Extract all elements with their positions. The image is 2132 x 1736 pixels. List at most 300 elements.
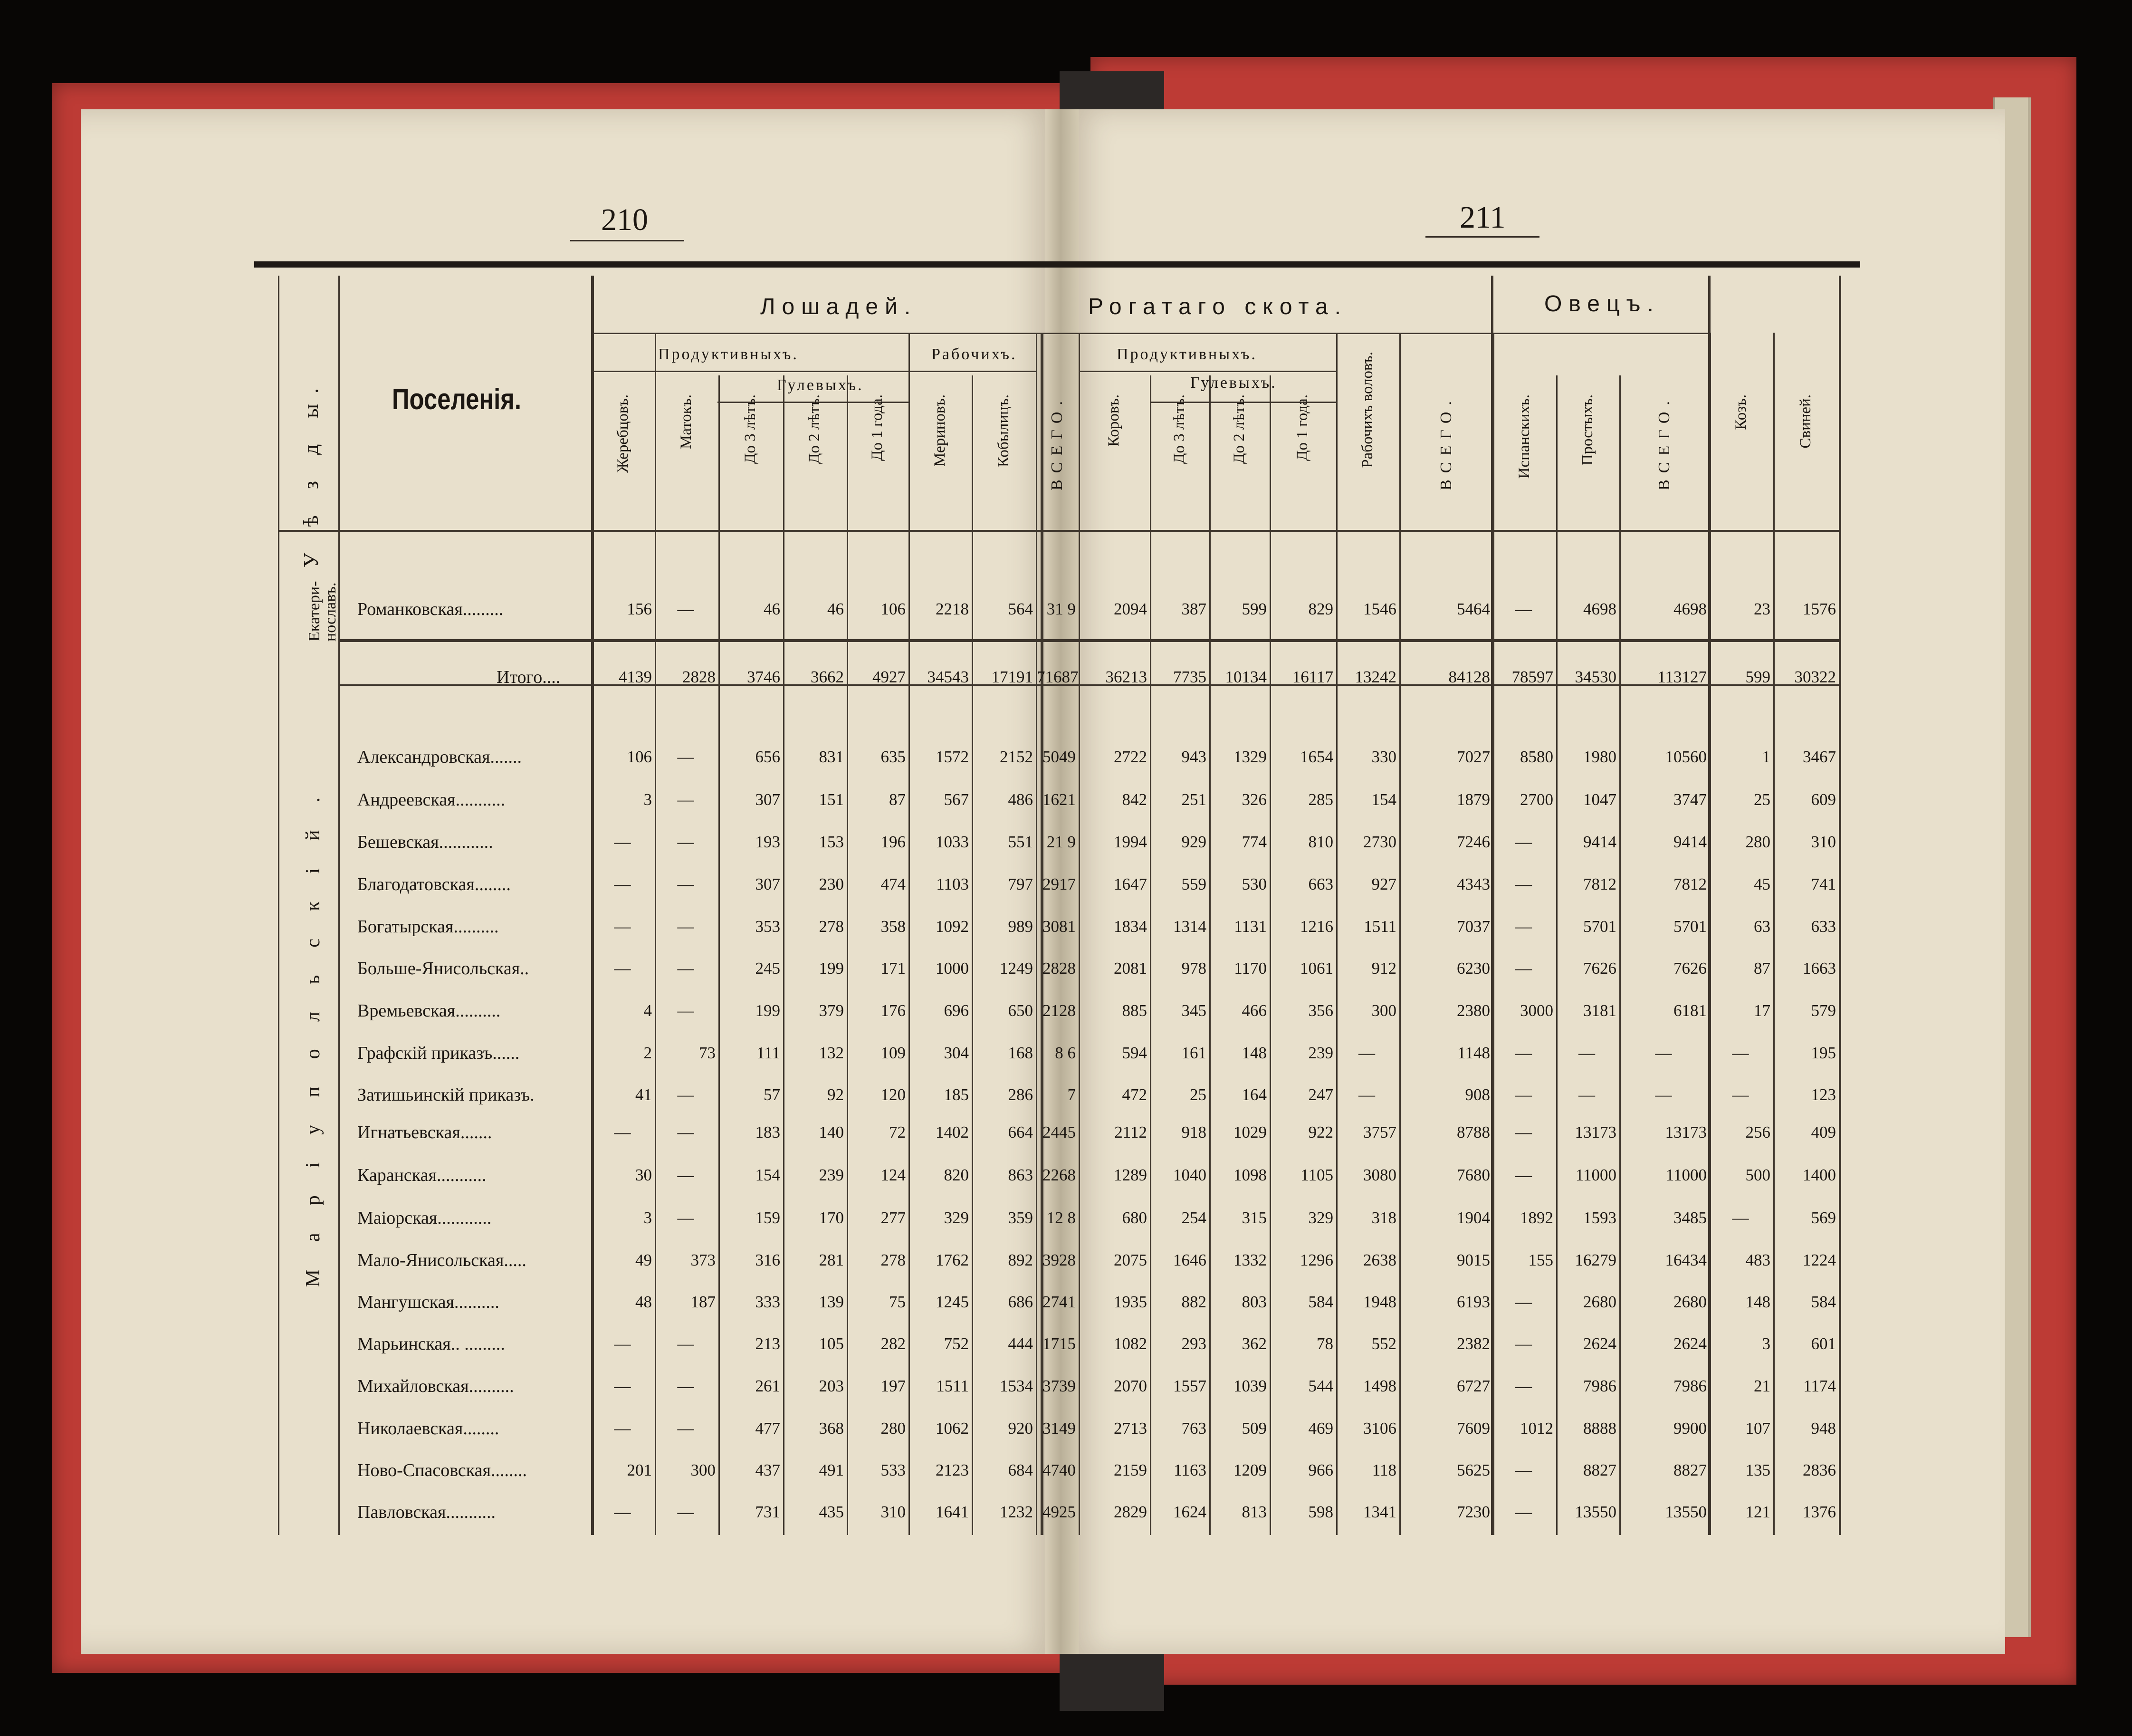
column-rule (278, 276, 279, 1535)
table-cell: 282 (880, 1334, 906, 1353)
table-cell: 120 (880, 1085, 906, 1104)
table-cell: 1000 (936, 959, 969, 978)
table-cell: — (1515, 1293, 1532, 1311)
header-sheep: Овецъ. (1544, 291, 1660, 317)
table-cell: 1546 (1363, 600, 1396, 618)
table-cell: 5625 (1457, 1461, 1490, 1479)
table-cell: 551 (1008, 833, 1033, 851)
table-cell: 7680 (1457, 1166, 1490, 1184)
table-cell: 3928 (1042, 1251, 1076, 1269)
table-cell: — (677, 1334, 694, 1353)
table-cell: 254 (1181, 1208, 1206, 1227)
table-cell: 310 (880, 1503, 906, 1521)
table-cell: 106 (880, 600, 906, 618)
table-cell: — (614, 875, 631, 893)
table-cell: 2081 (1114, 959, 1147, 978)
table-cell: — (677, 1377, 694, 1395)
table-cell: 633 (1811, 917, 1836, 936)
table-cell: 922 (1308, 1123, 1333, 1141)
table-cell: — (677, 1419, 694, 1438)
table-cell: 1834 (1114, 917, 1147, 936)
table-cell: 1715 (1042, 1334, 1076, 1353)
table-cell: 2700 (1520, 790, 1553, 809)
column-header-matok: Матокъ. (678, 394, 695, 449)
table-cell: 567 (944, 790, 969, 809)
column-rule (1270, 375, 1271, 1535)
table-cell: 13173 (1665, 1123, 1707, 1141)
table-cell: 741 (1811, 875, 1836, 893)
table-cell: 3747 (1673, 790, 1707, 809)
table-cell: 7812 (1673, 875, 1707, 893)
table-cell: 1624 (1173, 1503, 1206, 1521)
table-cell: 6727 (1457, 1377, 1490, 1395)
table-cell: 251 (1181, 790, 1206, 809)
table-cell: 170 (819, 1208, 844, 1227)
table-cell: 329 (944, 1208, 969, 1227)
table-cell: 2624 (1583, 1334, 1616, 1353)
table-cell: 1289 (1114, 1166, 1147, 1184)
table-cell: 978 (1181, 959, 1206, 978)
table-cell: 7 (1067, 1085, 1076, 1104)
table-cell: 230 (819, 875, 844, 893)
table-cell: 486 (1008, 790, 1033, 809)
table-cell: 3081 (1042, 917, 1076, 936)
table-cell: 4927 (872, 668, 906, 686)
table-cell: 7626 (1673, 959, 1707, 978)
table-cell: 663 (1308, 875, 1333, 893)
table-cell: 8827 (1673, 1461, 1707, 1479)
table-cell: 1216 (1300, 917, 1333, 936)
table-cell: 2123 (936, 1461, 969, 1479)
settlement-name: Романковская......... (357, 599, 504, 619)
table-cell: 78597 (1511, 668, 1553, 686)
table-cell: 1224 (1803, 1251, 1836, 1269)
table-cell: — (1515, 875, 1532, 893)
table-cell: 1332 (1233, 1251, 1267, 1269)
table-cell: 1105 (1300, 1166, 1333, 1184)
table-cell: 4343 (1457, 875, 1490, 893)
table-cell: 752 (944, 1334, 969, 1353)
table-cell: 1376 (1803, 1503, 1836, 1521)
table-cell: 10560 (1665, 748, 1707, 766)
table-cell: 9414 (1673, 833, 1707, 851)
table-cell: 34530 (1575, 668, 1616, 686)
settlement-name: Михайловская.......... (357, 1376, 514, 1396)
table-cell: 1209 (1233, 1461, 1267, 1479)
table-cell: — (677, 1503, 694, 1521)
column-header-koz: Козъ. (1732, 394, 1750, 430)
table-cell: 281 (819, 1251, 844, 1269)
table-cell: 664 (1008, 1123, 1033, 1141)
table-cell: 466 (1242, 1001, 1267, 1020)
table-cell: 2680 (1583, 1293, 1616, 1311)
table-cell: 183 (755, 1123, 780, 1141)
table-cell: 358 (880, 917, 906, 936)
table-cell: 45 (1754, 875, 1770, 893)
table-cell: 2445 (1042, 1123, 1076, 1141)
column-header-ispanskikh: Испанскихъ. (1515, 394, 1533, 479)
table-cell: 359 (1008, 1208, 1033, 1227)
table-cell: 333 (755, 1293, 780, 1311)
table-cell: 1511 (936, 1377, 969, 1395)
table-cell: 185 (944, 1085, 969, 1104)
table-cell: 280 (1745, 833, 1770, 851)
table-cell: 304 (944, 1044, 969, 1062)
table-cell: 3000 (1520, 1001, 1553, 1020)
row-rule (591, 371, 1037, 372)
table-cell: 1879 (1457, 790, 1490, 809)
table-cell: 193 (755, 833, 780, 851)
table-cell: 87 (889, 790, 906, 809)
table-cell: 831 (819, 748, 844, 766)
table-cell: 1935 (1114, 1293, 1147, 1311)
table-cell: 30322 (1794, 668, 1836, 686)
table-cell: 1040 (1173, 1166, 1206, 1184)
table-cell: 656 (755, 748, 780, 766)
table-cell: 3757 (1363, 1123, 1396, 1141)
table-cell: — (1515, 1334, 1532, 1353)
table-cell: 168 (1008, 1044, 1033, 1062)
table-cell: 25 (1190, 1085, 1206, 1104)
table-cell: 256 (1745, 1123, 1770, 1141)
table-cell: 3 (643, 1208, 652, 1227)
table-cell: 1621 (1042, 790, 1076, 809)
table-cell: 280 (880, 1419, 906, 1438)
table-cell: 318 (1371, 1208, 1396, 1227)
table-cell: 46 (764, 600, 780, 618)
table-cell: 151 (819, 790, 844, 809)
table-cell: 1663 (1803, 959, 1836, 978)
table-cell: 1329 (1233, 748, 1267, 766)
table-cell: 21 9 (1046, 833, 1076, 851)
table-cell: 8788 (1457, 1123, 1490, 1141)
settlement-name: Бешевская............ (357, 832, 493, 852)
settlement-name: Каранская........... (357, 1165, 487, 1185)
table-cell: 3149 (1042, 1419, 1076, 1438)
table-cell: 316 (755, 1251, 780, 1269)
table-cell: 444 (1008, 1334, 1033, 1353)
column-header-h-do2: До 2 лѣтъ. (806, 394, 823, 464)
settlement-name: Мало-Янисольская..... (357, 1250, 526, 1270)
table-cell: 829 (1308, 600, 1333, 618)
table-cell: 46 (827, 600, 844, 618)
table-cell: 584 (1811, 1293, 1836, 1311)
header-horses-working: Рабочихъ. (931, 345, 1017, 363)
column-header-h-do3: До 3 лѣтъ. (742, 394, 759, 464)
table-cell: 329 (1308, 1208, 1333, 1227)
table-cell: 1103 (936, 875, 969, 893)
table-cell: 774 (1242, 833, 1267, 851)
table-cell: 1 (1762, 748, 1770, 766)
table-cell: 195 (1811, 1044, 1836, 1062)
table-cell: — (1578, 1085, 1595, 1104)
table-cell: 78 (1317, 1334, 1333, 1353)
table-cell: 2070 (1114, 1377, 1147, 1395)
table-cell: 379 (819, 1001, 844, 1020)
column-header-korov: Коровъ. (1105, 394, 1122, 447)
table-cell: 8888 (1583, 1419, 1616, 1438)
table-cell: 1296 (1300, 1251, 1333, 1269)
table-cell: 23 (1754, 600, 1770, 618)
table-cell: 121 (1745, 1503, 1770, 1521)
table-cell: 601 (1811, 1334, 1836, 1353)
table-cell: 2638 (1363, 1251, 1396, 1269)
table-cell: 579 (1811, 1001, 1836, 1020)
table-cell: 171 (880, 959, 906, 978)
table-cell: — (1358, 1044, 1375, 1062)
table-cell: 139 (819, 1293, 844, 1311)
table-cell: 73 (699, 1044, 716, 1062)
table-cell: 491 (819, 1461, 844, 1479)
table-cell: — (614, 1419, 631, 1438)
table-cell: 650 (1008, 1001, 1033, 1020)
table-cell: 132 (819, 1044, 844, 1062)
page-number-rule-left (570, 240, 684, 241)
settlement-name: Александровская....... (357, 747, 522, 767)
table-cell: 1039 (1233, 1377, 1267, 1395)
column-rule (1209, 375, 1211, 1535)
table-cell: 153 (819, 833, 844, 851)
table-cell: 2741 (1042, 1293, 1076, 1311)
table-cell: 435 (819, 1503, 844, 1521)
table-cell: — (1515, 1085, 1532, 1104)
table-cell: 686 (1008, 1293, 1033, 1311)
table-cell: 1647 (1114, 875, 1147, 893)
table-cell: 803 (1242, 1293, 1267, 1311)
table-cell: 912 (1371, 959, 1396, 978)
table-cell: 1232 (1000, 1503, 1033, 1521)
table-cell: 7027 (1457, 748, 1490, 766)
table-cell: 75 (889, 1293, 906, 1311)
table-cell: 10134 (1225, 668, 1267, 686)
table-cell: 161 (1181, 1044, 1206, 1062)
table-cell: 9414 (1583, 833, 1616, 851)
row-rule (591, 333, 1491, 334)
table-cell: 36213 (1105, 668, 1147, 686)
table-cell: 277 (880, 1208, 906, 1227)
table-cell: 278 (819, 917, 844, 936)
table-cell: 1092 (936, 917, 969, 936)
table-cell: — (614, 1123, 631, 1141)
table-cell: 1163 (1174, 1461, 1206, 1479)
settlement-name: Больше-Янисольская.. (357, 959, 529, 978)
table-cell: — (1358, 1085, 1375, 1104)
column-rule (338, 276, 340, 1535)
table-cell: — (1515, 959, 1532, 978)
table-cell: — (1732, 1044, 1749, 1062)
table-cell: 1098 (1233, 1166, 1267, 1184)
table-cell: — (614, 1334, 631, 1353)
column-rule (847, 375, 848, 1535)
table-cell: 1249 (1000, 959, 1033, 978)
table-cell: — (1578, 1044, 1595, 1062)
table-cell: 1572 (936, 748, 969, 766)
table-cell: 6193 (1457, 1293, 1490, 1311)
table-cell: 2624 (1673, 1334, 1707, 1353)
table-cell: 5464 (1457, 600, 1490, 618)
table-cell: — (1515, 1377, 1532, 1395)
table-cell: 564 (1008, 600, 1033, 618)
table-cell: 472 (1122, 1085, 1147, 1104)
table-cell: 500 (1745, 1166, 1770, 1184)
column-header-c-do2: До 2 лѣтъ. (1230, 394, 1248, 464)
table-cell: 2159 (1114, 1461, 1147, 1479)
table-cell: 109 (880, 1044, 906, 1062)
table-cell: — (677, 917, 694, 936)
table-cell: — (677, 1085, 694, 1104)
settlement-name: Графскій приказъ...... (357, 1043, 520, 1063)
table-cell: 148 (1242, 1044, 1267, 1062)
table-cell: 7037 (1457, 917, 1490, 936)
column-header-s-vsego: ВСЕГО. (1655, 394, 1673, 490)
column-header-h-vsego: ВСЕГО. (1048, 394, 1066, 490)
table-cell: — (614, 959, 631, 978)
table-cell: 203 (819, 1377, 844, 1395)
table-cell: — (1515, 1166, 1532, 1184)
table-cell: 2152 (1000, 748, 1033, 766)
column-rule (1491, 276, 1493, 1535)
table-cell: 300 (1371, 1001, 1396, 1020)
table-cell: 154 (755, 1166, 780, 1184)
table-cell: 943 (1181, 748, 1206, 766)
settlement-name: Павловская........... (357, 1502, 496, 1522)
district-ekaterinoslav: Екатери-нославъ. (306, 581, 339, 642)
table-cell: 544 (1308, 1377, 1333, 1395)
table-cell: 885 (1122, 1001, 1147, 1020)
table-cell: 373 (690, 1251, 716, 1269)
table-cell: 124 (880, 1166, 906, 1184)
column-header-c-do3: До 3 лѣтъ. (1170, 394, 1188, 464)
table-cell: 1400 (1803, 1166, 1836, 1184)
table-cell: 552 (1371, 1334, 1396, 1353)
table-cell: 307 (755, 875, 780, 893)
table-cell: — (677, 875, 694, 893)
table-cell: 1174 (1803, 1377, 1836, 1395)
table-cell: — (1655, 1085, 1672, 1104)
table-cell: 3467 (1803, 748, 1836, 766)
table-cell: 164 (1242, 1085, 1267, 1104)
row-rule (1080, 371, 1336, 372)
table-cell: 1557 (1173, 1377, 1206, 1395)
table-cell: 7986 (1673, 1377, 1707, 1395)
table-cell: 1511 (1364, 917, 1396, 936)
table-cell: 140 (819, 1123, 844, 1141)
table-cell: — (677, 1001, 694, 1020)
table-cell: 3181 (1583, 1001, 1616, 1020)
table-cell: 4925 (1042, 1503, 1076, 1521)
table-cell: 2713 (1114, 1419, 1147, 1438)
table-cell: 1498 (1363, 1377, 1396, 1395)
table-cell: 599 (1242, 600, 1267, 618)
table-cell: 34543 (927, 668, 969, 686)
table-cell: 8827 (1583, 1461, 1616, 1479)
table-cell: 763 (1181, 1419, 1206, 1438)
table-cell: 310 (1811, 833, 1836, 851)
table-cell: 13173 (1575, 1123, 1616, 1141)
table-cell: 4 (643, 1001, 652, 1020)
table-cell: 2836 (1803, 1461, 1836, 1479)
table-cell: 680 (1122, 1208, 1147, 1227)
table-cell: 2268 (1042, 1166, 1076, 1184)
table-cell: 2075 (1114, 1251, 1147, 1269)
table-cell: 927 (1371, 875, 1396, 893)
table-cell: 148 (1745, 1293, 1770, 1311)
table-cell: 3485 (1673, 1208, 1707, 1227)
table-cell: — (1515, 833, 1532, 851)
settlement-name: Марьинская.. ......... (357, 1334, 505, 1354)
table-cell: 330 (1371, 748, 1396, 766)
district-mariupol: Маріупольскій. (302, 770, 324, 1287)
table-cell: 2828 (682, 668, 716, 686)
column-header-h-do1: До 1 года. (869, 394, 886, 461)
table-cell: 25 (1754, 790, 1770, 809)
table-cell: 92 (827, 1085, 844, 1104)
table-cell: 810 (1308, 833, 1333, 851)
table-cell: 2829 (1114, 1503, 1147, 1521)
total-row-label: Итого.... (497, 667, 561, 687)
table-cell: 7609 (1457, 1419, 1490, 1438)
table-cell: 2730 (1363, 833, 1396, 851)
table-cell: 1047 (1583, 790, 1616, 809)
table-cell: 918 (1181, 1123, 1206, 1141)
table-cell: 11000 (1575, 1166, 1616, 1184)
table-cell: 509 (1242, 1419, 1267, 1438)
table-cell: 842 (1122, 790, 1147, 809)
table-cell: 154 (1371, 790, 1396, 809)
table-cell: 696 (944, 1001, 969, 1020)
table-cell: 483 (1745, 1251, 1770, 1269)
table-cell: 278 (880, 1251, 906, 1269)
settlement-name: Андреевская........... (357, 790, 506, 810)
table-cell: 156 (627, 600, 652, 618)
table-cell: 892 (1008, 1251, 1033, 1269)
table-cell: — (1515, 1123, 1532, 1141)
table-cell: 559 (1181, 875, 1206, 893)
table-cell: 387 (1181, 600, 1206, 618)
table-cell: 17191 (991, 668, 1033, 686)
table-cell: 9900 (1673, 1419, 1707, 1438)
table-cell: 111 (756, 1044, 780, 1062)
table-cell: 1646 (1173, 1251, 1206, 1269)
table-cell: 948 (1811, 1419, 1836, 1438)
table-cell: 16434 (1665, 1251, 1707, 1269)
table-cell: 13550 (1665, 1503, 1707, 1521)
table-cell: 635 (880, 748, 906, 766)
table-cell: 11000 (1665, 1166, 1707, 1184)
table-top-rule (254, 261, 1860, 268)
table-cell: 599 (1745, 668, 1770, 686)
table-cell: 13242 (1355, 668, 1396, 686)
table-cell: 437 (755, 1461, 780, 1479)
column-header-prostykh: Простыхъ. (1578, 394, 1596, 466)
header-cattle-productive: Продуктивныхъ. (1117, 345, 1257, 363)
table-cell: 8580 (1520, 748, 1553, 766)
table-cell: 187 (690, 1293, 716, 1311)
table-cell: 84128 (1448, 668, 1490, 686)
table-cell: 57 (764, 1085, 780, 1104)
settlement-name: Благодатовская........ (357, 874, 511, 894)
table-cell: — (677, 748, 694, 766)
table-cell: 598 (1308, 1503, 1333, 1521)
table-cell: 21 (1754, 1377, 1770, 1395)
table-cell: 2218 (936, 600, 969, 618)
table-cell: 12 8 (1046, 1208, 1076, 1227)
table-cell: 353 (755, 917, 780, 936)
column-rule (972, 375, 973, 1535)
header-cattle-gulevykh: Гулевыхъ. (1190, 374, 1277, 392)
table-cell: 2112 (1114, 1123, 1147, 1141)
table-cell: 16117 (1292, 668, 1333, 686)
